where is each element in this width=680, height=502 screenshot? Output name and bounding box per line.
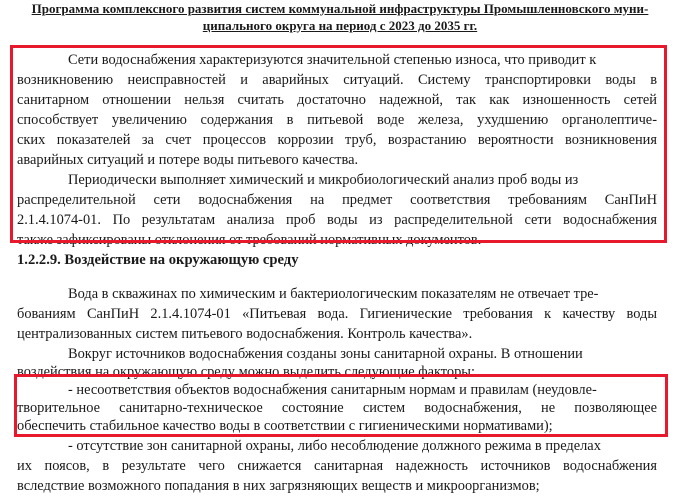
header-line-1: Программа комплексного развития систем коммунальной инфраструктуры Промышленновского муни- bbox=[31, 1, 649, 16]
header-line-2: ципального округа на период с 2023 до 2035 гг. bbox=[202, 18, 478, 33]
paragraph-line: санитарном отношении нельзя считать достаточно надежной, так как изношенность сетей bbox=[17, 92, 657, 108]
paragraph-line: возникновению неисправностей и аварийных ситуаций. Систему транспортировки воды в bbox=[17, 72, 657, 88]
section-heading: 1.2.2.9. Воздействие на окружающую среду bbox=[17, 252, 299, 268]
document-header bbox=[20, 0, 660, 34]
list-item-line: - отсутствие зон санитарной охраны, либо несоблюдение должного режима в пределах bbox=[68, 438, 601, 454]
list-item-line: - несоответствия объектов водоснабжения санитарным нормам и правилам (неудовле- bbox=[68, 382, 597, 398]
paragraph-line: бованиям СанПиН 2.1.4.1074-01 «Питьевая вода. Гигиенические требования к качеству воды bbox=[17, 306, 657, 322]
list-item-line: их поясов, в результате чего снижается санитарная надежность источников водоснабжения bbox=[17, 458, 657, 474]
paragraph-line: ских показателей за счет процессов коррозии труб, возрастанию вероятности возникновения bbox=[17, 132, 657, 148]
paragraph-line: Периодически выполняет химический и микробиологический анализ проб воды из bbox=[68, 172, 579, 188]
paragraph-line: также зафиксированы отклонения от требований нормативных документов. bbox=[17, 232, 482, 248]
paragraph-line: аварийных ситуаций и потере воды питьевого качества. bbox=[17, 152, 359, 168]
list-item-line: творительное санитарно-техническое состояние систем водоснабжения, не позволяющее bbox=[17, 400, 657, 416]
list-item-line: вследствие возможного попадания в них загрязняющих веществ и микроорганизмов; bbox=[17, 478, 540, 494]
paragraph-line: распределительной сети водоснабжения на предмет соответствия требованиям СанПиН bbox=[17, 192, 657, 208]
list-item-line: обеспечить стабильное качество воды в соответствии с гигиеническими нормативами); bbox=[17, 418, 553, 434]
paragraph-line: Вокруг источников водоснабжения созданы зоны санитарной охраны. В отношении bbox=[68, 346, 583, 362]
paragraph-line: Вода в скважинах по химическим и бактериологическим показателям не отвечает тре- bbox=[68, 286, 599, 302]
paragraph-line: воздействия на окружающую среду можно выделить следующие факторы: bbox=[17, 364, 475, 380]
paragraph-line: централизованных систем питьевого водоснабжения. Контроль качества». bbox=[17, 326, 473, 342]
paragraph-line: Сети водоснабжения характеризуются значительной степенью износа, что приводит к bbox=[68, 52, 597, 68]
paragraph-line: способствует увеличению содержания в питьевой воде железа, ухудшению органолептиче- bbox=[17, 112, 657, 128]
paragraph-line: 2.1.4.1074-01. По результатам анализа проб воды из распределительной сети водоснабжения bbox=[17, 212, 657, 228]
